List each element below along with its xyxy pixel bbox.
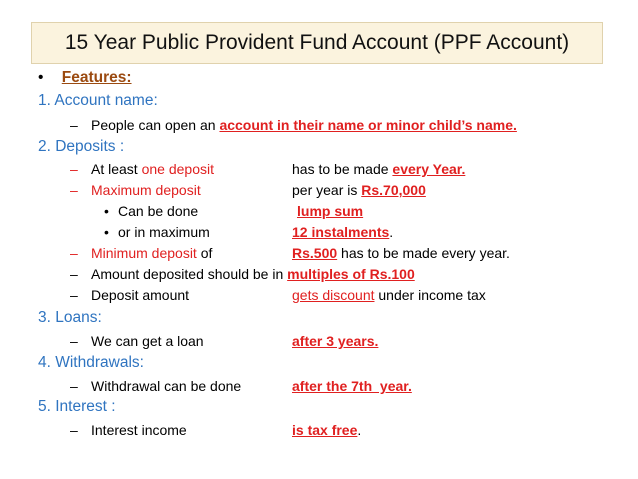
- item-highlight: Rs.500: [292, 245, 338, 261]
- section-heading-interest: 5. Interest :: [38, 398, 116, 415]
- item-red-text: Minimum deposit: [91, 245, 197, 261]
- section-heading-withdrawals: 4. Withdrawals:: [38, 354, 144, 371]
- section-heading-deposits: 2. Deposits :: [38, 138, 125, 155]
- section-heading-account-name: 1. Account name:: [38, 92, 158, 109]
- deposit-item-3-right: [292, 244, 510, 262]
- sub-bullet: •: [104, 224, 109, 240]
- dash-marker: –: [70, 182, 78, 198]
- dash-marker: –: [70, 266, 78, 282]
- item-highlight: lump sum: [297, 203, 364, 219]
- item-highlight: every Year.: [392, 161, 466, 177]
- item-text: Amount deposited should be in: [91, 266, 288, 282]
- dash-marker: –: [70, 161, 78, 177]
- item-tail: .: [389, 224, 394, 240]
- item-text: per year is: [292, 182, 362, 198]
- item-red-text: gets discount: [292, 287, 375, 303]
- section-heading-loans: 3. Loans:: [38, 309, 102, 326]
- account-name-text: [91, 116, 517, 134]
- deposit-item-4-text: [91, 265, 415, 283]
- item-highlight: is tax free: [292, 422, 358, 438]
- item-text: under income tax: [374, 287, 486, 303]
- title-box: [31, 22, 603, 64]
- item-highlight: Rs.70,000: [361, 182, 426, 198]
- item-text: or in maximum: [118, 224, 210, 240]
- features-line: [38, 69, 132, 87]
- item-text: We can get a loan: [91, 333, 204, 349]
- slide-title: 15 Year Public Provident Fund Account (PPF Account): [64, 31, 570, 54]
- item-text: Withdrawal can be done: [91, 378, 242, 394]
- item-text: People can open an: [91, 117, 220, 133]
- dash-marker: –: [70, 378, 78, 394]
- deposit-item-2-right: [292, 181, 426, 199]
- item-highlight: multiples of Rs.100: [287, 266, 415, 282]
- dash-marker: –: [70, 287, 78, 303]
- features-label: Features:: [61, 69, 132, 86]
- item-highlight: after 3 years.: [292, 333, 379, 349]
- features-bullet: •: [38, 69, 44, 86]
- dash-marker: –: [70, 245, 78, 261]
- item-highlight: 12 instalments: [292, 224, 390, 240]
- deposit-subitem-2-right: [292, 223, 393, 241]
- interest-item-right: [292, 421, 361, 439]
- dash-marker: –: [70, 333, 78, 349]
- item-text: Interest income: [91, 422, 187, 438]
- dash-marker: –: [70, 422, 78, 438]
- item-text: has to be made: [292, 161, 393, 177]
- deposit-item-5-right: [292, 286, 486, 304]
- item-highlight: after the 7th year.: [292, 378, 412, 394]
- deposit-item-1-left: [91, 160, 214, 178]
- item-text: has to be made every year.: [337, 245, 510, 261]
- deposit-item-3-left: [91, 244, 212, 262]
- item-highlight: account in their name or minor child’s name.: [219, 117, 517, 133]
- item-red-text: Maximum deposit: [91, 182, 201, 198]
- sub-bullet: •: [104, 203, 109, 219]
- item-text: Can be done: [118, 203, 199, 219]
- dash-marker: –: [70, 117, 78, 133]
- deposit-item-1-right: [292, 160, 465, 178]
- item-red-text: one deposit: [141, 161, 214, 177]
- item-tail: .: [357, 422, 362, 438]
- item-text: Deposit amount: [91, 287, 190, 303]
- item-text: of: [196, 245, 213, 261]
- item-text: At least: [91, 161, 142, 177]
